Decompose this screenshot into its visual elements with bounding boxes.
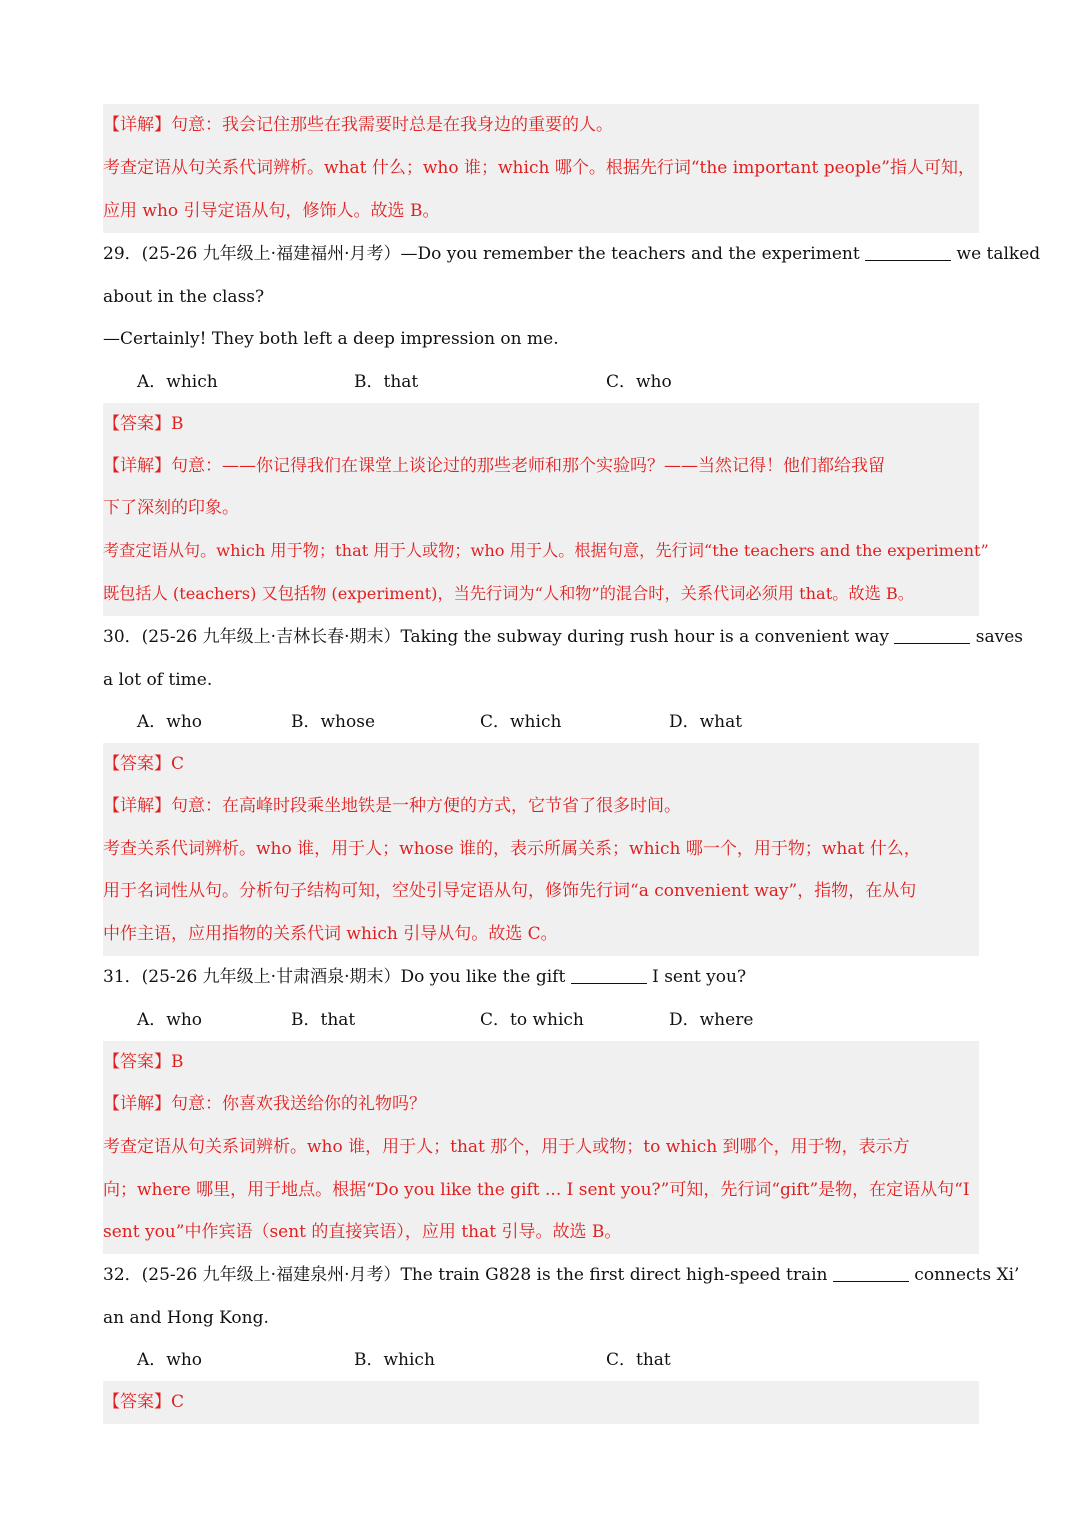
q31-analysis-line-2: 向；where 哪里，用于地点。根据“Do you like the gift ... I sent you?”可知，先行词“gift”是物，在定语从句“I (103, 1169, 979, 1212)
q29-stem-line-2: about in the class? (103, 287, 265, 307)
q32-blank (833, 1263, 909, 1282)
q29-stem-line-3: —Certainly! They both left a deep impression on me. (103, 329, 559, 349)
q30-analysis-line-3: 中作主语，应用指物的关系代词 which 引导从句。故选 C。 (103, 913, 979, 956)
q32-option-c: C．that (606, 1350, 671, 1370)
q32-option-a: A．who (137, 1350, 203, 1370)
q31-stem: 31．(25-26 九年级上·甘肃酒泉·期末）Do you like the gift I sent you? (103, 967, 747, 987)
q29-options (103, 361, 983, 404)
q32-option-b: B．which (354, 1350, 435, 1370)
q31-answer: 【答案】B (103, 1041, 979, 1084)
q32-answer: 【答案】C (103, 1381, 979, 1424)
q29-analysis-line-1: 考查定语从句。which 用于物；that 用于人或物；who 用于人。根据句意，先行词“the teachers and the experiment” (103, 530, 979, 573)
q30-analysis-line-2: 用于名词性从句。分析句子结构可知，空处引导定语从句，修饰先行词“a convenient way”，指物，在从句 (103, 870, 979, 913)
q30-option-b: B．whose (291, 712, 376, 732)
q32-stem-line-2: an and Hong Kong. (103, 1308, 269, 1328)
q31-option-b: B．that (291, 1010, 356, 1030)
q31-blank (571, 965, 647, 984)
q28-detail: 【详解】句意：我会记住那些在我需要时总是在我身边的重要的人。 (103, 104, 979, 147)
q30-option-c: C．which (480, 712, 562, 732)
q30-option-a: A．who (137, 712, 203, 732)
q31-option-d: D．where (669, 1010, 754, 1030)
q31-analysis-line-3: sent you”中作宾语（sent 的直接宾语），应用 that 引导。故选 B。 (103, 1211, 979, 1254)
q30-detail: 【详解】句意：在高峰时段乘坐地铁是一种方便的方式，它节省了很多时间。 (103, 785, 979, 828)
q30-stem-line-2: a lot of time. (103, 670, 213, 690)
q29-option-c: C．who (606, 372, 672, 392)
q29-answer: 【答案】B (103, 403, 979, 446)
q29-stem: 29．(25-26 九年级上·福建福州·月考）—Do you remember the teachers and the experiment we talked (103, 244, 1041, 264)
q28-analysis-line-1: 考查定语从句关系代词辨析。what 什么；who 谁；which 哪个。根据先行词“the important people”指人可知， (103, 147, 979, 190)
q30-blank (894, 625, 970, 644)
q29-blank (865, 242, 951, 261)
q31-option-a: A．who (137, 1010, 203, 1030)
q30-answer: 【答案】C (103, 743, 979, 786)
q30-stem: 30．(25-26 九年级上·吉林长春·期末）Taking the subway during rush hour is a convenient way saves (103, 627, 1024, 647)
q32-stem: 32．(25-26 九年级上·福建泉州·月考）The train G828 is the first direct high-speed train connects Xi’ (103, 1265, 1020, 1285)
q30-options (103, 701, 983, 744)
q28-analysis-line-2: 应用 who 引导定语从句，修饰人。故选 B。 (103, 190, 979, 233)
q31-analysis-line-1: 考查定语从句关系词辨析。who 谁，用于人；that 那个，用于人或物；to which 到哪个，用于物，表示方 (103, 1126, 979, 1169)
q32-options (103, 1339, 983, 1382)
q29-option-b: B．that (354, 372, 419, 392)
q29-detail-line-1: 【详解】句意：——你记得我们在课堂上谈论过的那些老师和那个实验吗？——当然记得！他们都给我留 (103, 445, 979, 488)
q31-option-c: C．to which (480, 1010, 584, 1030)
q30-analysis-line-1: 考查关系代词辨析。who 谁，用于人；whose 谁的，表示所属关系；which 哪一个，用于物；what 什么， (103, 828, 979, 871)
q31-options (103, 999, 983, 1042)
q30-option-d: D．what (669, 712, 743, 732)
q29-detail-line-2: 下了深刻的印象。 (103, 487, 979, 530)
q29-option-a: A．which (137, 372, 218, 392)
q29-analysis-line-2: 既包括人 (teachers) 又包括物 (experiment)，当先行词为“人和物”的混合时，关系代词必须用 that。故选 B。 (103, 573, 979, 616)
q31-detail: 【详解】句意：你喜欢我送给你的礼物吗？ (103, 1083, 979, 1126)
